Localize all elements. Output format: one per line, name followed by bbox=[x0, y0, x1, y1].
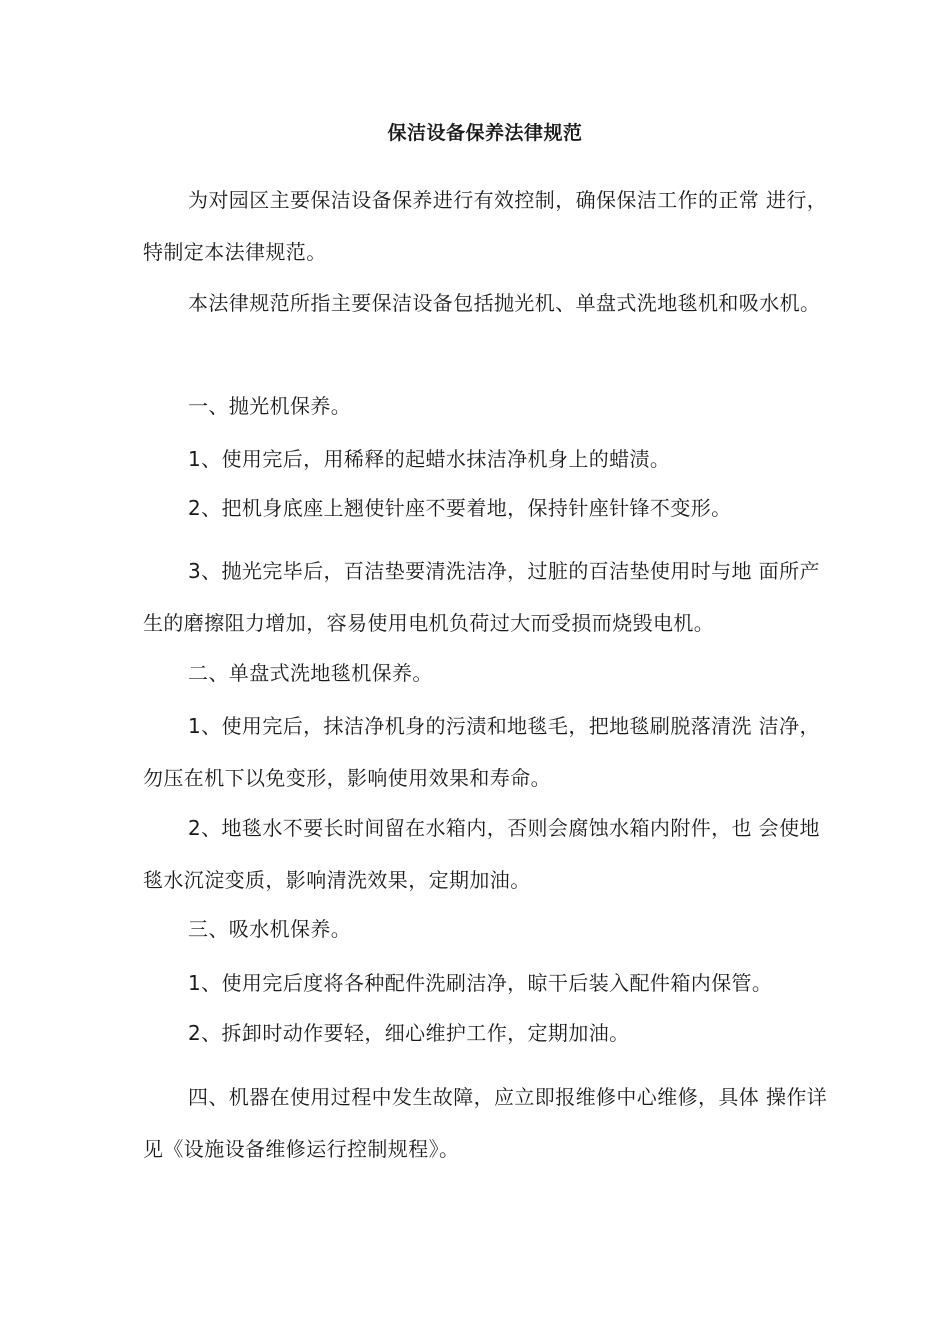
section-heading-carpet-washer: 二、单盘式洗地毯机保养。 bbox=[188, 661, 433, 685]
polisher-item-2: 2、把机身底座上翘使针座不要着地，保持针座针锋不变形。 bbox=[188, 496, 732, 520]
section-heading-malfunction: 四、机器在使用过程中发生故障，应立即报维修中心维修，具体 操作详见《设施设备维修运行控制规程》。 bbox=[143, 1085, 828, 1161]
section-heading-water-suction: 三、吸水机保养。 bbox=[188, 917, 352, 941]
polisher-item-3: 3、抛光完毕后，百洁垫要清洗洁净，过脏的百洁垫使用时与地 面所产生的磨擦阻力增加，容易使用电机负荷过大而受损而烧毁电机。 bbox=[143, 559, 820, 635]
polisher-item-1: 1、使用完后，用稀释的起蜡水抹洁净机身上的蜡渍。 bbox=[188, 447, 671, 471]
document-title: 保洁设备保养法律规范 bbox=[387, 122, 583, 144]
paragraph-scope: 本法律规范所指主要保洁设备包括抛光机、单盘式洗地毯机和吸水机。 bbox=[188, 291, 821, 315]
water-suction-item-2: 2、拆卸时动作要轻，细心维护工作，定期加油。 bbox=[188, 1021, 630, 1045]
water-suction-item-1: 1、使用完后度将各种配件洗刷洁净，晾干后装入配件箱内保管。 bbox=[188, 971, 773, 995]
section-heading-polisher: 一、抛光机保养。 bbox=[188, 394, 352, 418]
paragraph-intro: 为对园区主要保洁设备保养进行有效控制，确保保洁工作的正常 进行，特制定本法律规范。 bbox=[143, 188, 828, 264]
carpet-washer-item-2: 2、地毯水不要长时间留在水箱内，否则会腐蚀水箱内附件，也 会使地毯水沉淀变质，影响清洗效果，定期加油。 bbox=[143, 816, 820, 892]
carpet-washer-item-1: 1、使用完后，抹洁净机身的污渍和地毯毛，把地毯刷脱落清洗 洁净，勿压在机下以免变形，影响使用效果和寿命。 bbox=[143, 714, 820, 790]
